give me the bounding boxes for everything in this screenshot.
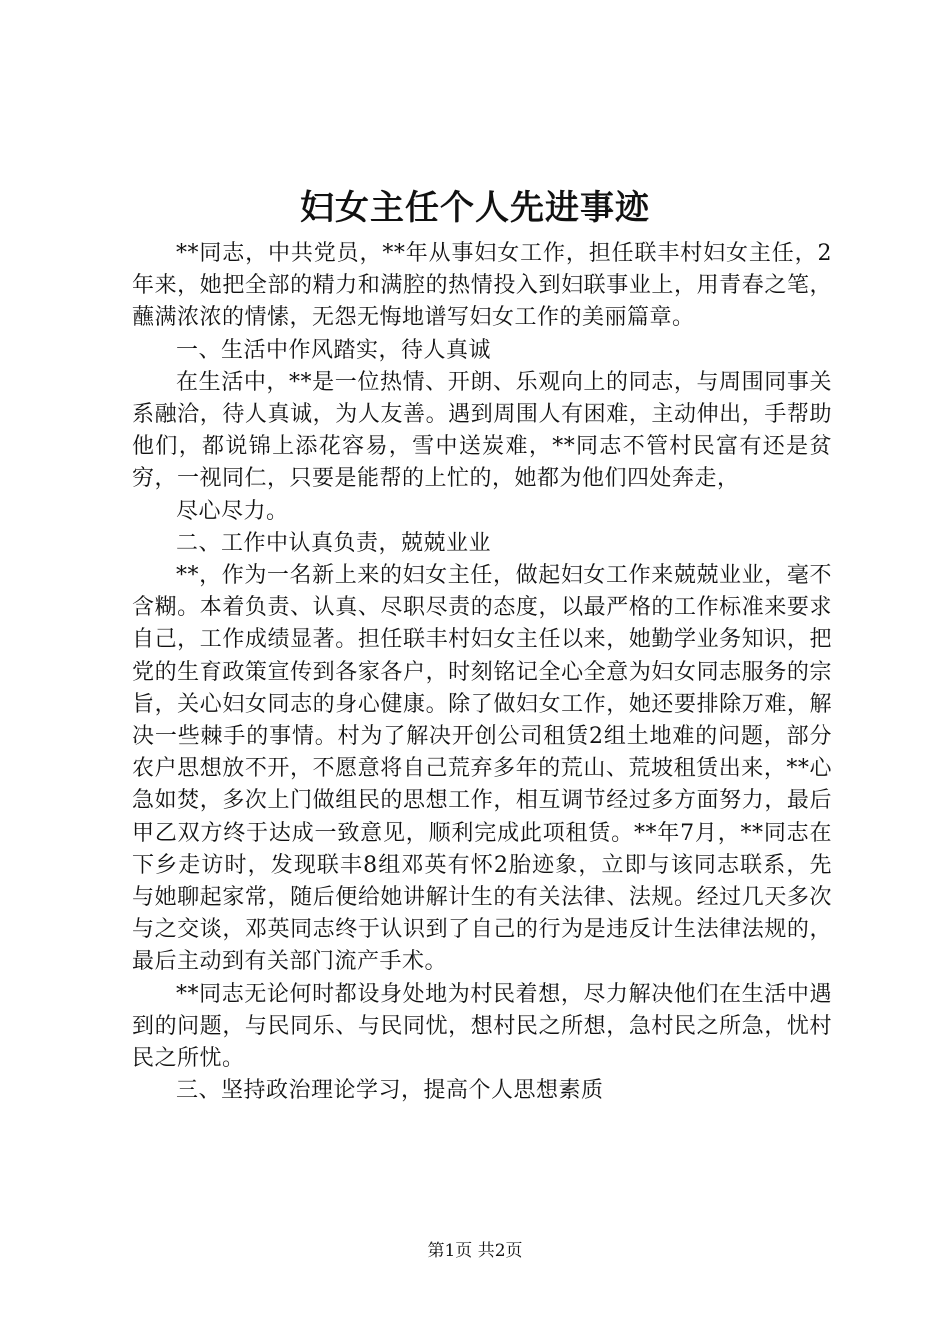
section-heading-1: 一、生活中作风踏实，待人真诚 <box>176 337 492 363</box>
paragraph-life: 在生活中，**是一位热情、开朗、乐观向上的同志，与周围同事关系融洽，待人真诚，为人友善。遇到周围人有困难，主动伸出，手帮助他们，都说锦上添花容易，雪中送炭难，**同志不管村民富有还是贫穷，一视同仁，只要是能帮的上忙的，她都为他们四处奔走， <box>132 369 832 492</box>
paragraph-intro: **同志，中共党员，**年从事妇女工作，担任联丰村妇女主任，2年来，她把全部的精力和满腔的热情投入到妇联事业上，用青春之笔，蘸满浓浓的情愫，无怨无悔地谱写妇女工作的美丽篇章。 <box>132 241 832 331</box>
page-footer: 第1页 共2页 <box>427 1241 523 1261</box>
section-heading-2: 二、工作中认真负责，兢兢业业 <box>176 530 492 556</box>
document-body <box>132 238 832 1107</box>
paragraph-work: **，作为一名新上来的妇女主任，做起妇女工作来兢兢业业，毫不含糊。本着负责、认真、尽职尽责的态度，以最严格的工作标准来要求自己，工作成绩显著。担任联丰村妇女主任以来，她勤学业务知识，把党的生育政策宣传到各家各户，时刻铭记全心全意为妇女同志服务的宗旨，关心妇女同志的身心健康。除了做妇女工作，她还要排除万难，解决一些棘手的事情。村为了解决开创公司租赁2组土地难的问题，部分农户思想放不开，不愿意将自己荒弃多年的荒山、荒坡租赁出来，**心急如焚，多次上门做组民的思想工作，相互调节经过多方面努力，最后甲乙双方终于达成一致意见，顺利完成此项租赁。**年7月，**同志在下乡走访时，发现联丰8组邓英有怀2胎迹象，立即与该同志联系，先与她聊起家常，随后便给她讲解计生的有关法律、法规。经过几天多次与之交谈，邓英同志终于认识到了自己的行为是违反计生法律法规的，最后主动到有关部门流产手术。 <box>132 563 832 975</box>
document-title: 妇女主任个人先进事迹 <box>300 188 650 228</box>
section-heading-3: 三、坚持政治理论学习，提高个人思想素质 <box>176 1078 604 1104</box>
paragraph-life-end: 尽心尽力。 <box>176 498 289 524</box>
paragraph-villagers: **同志无论何时都设身处地为村民着想，尽力解决他们在生活中遇到的问题，与民同乐、与民同忧，想村民之所想，急村民之所急，忧村民之所忧。 <box>132 981 832 1072</box>
